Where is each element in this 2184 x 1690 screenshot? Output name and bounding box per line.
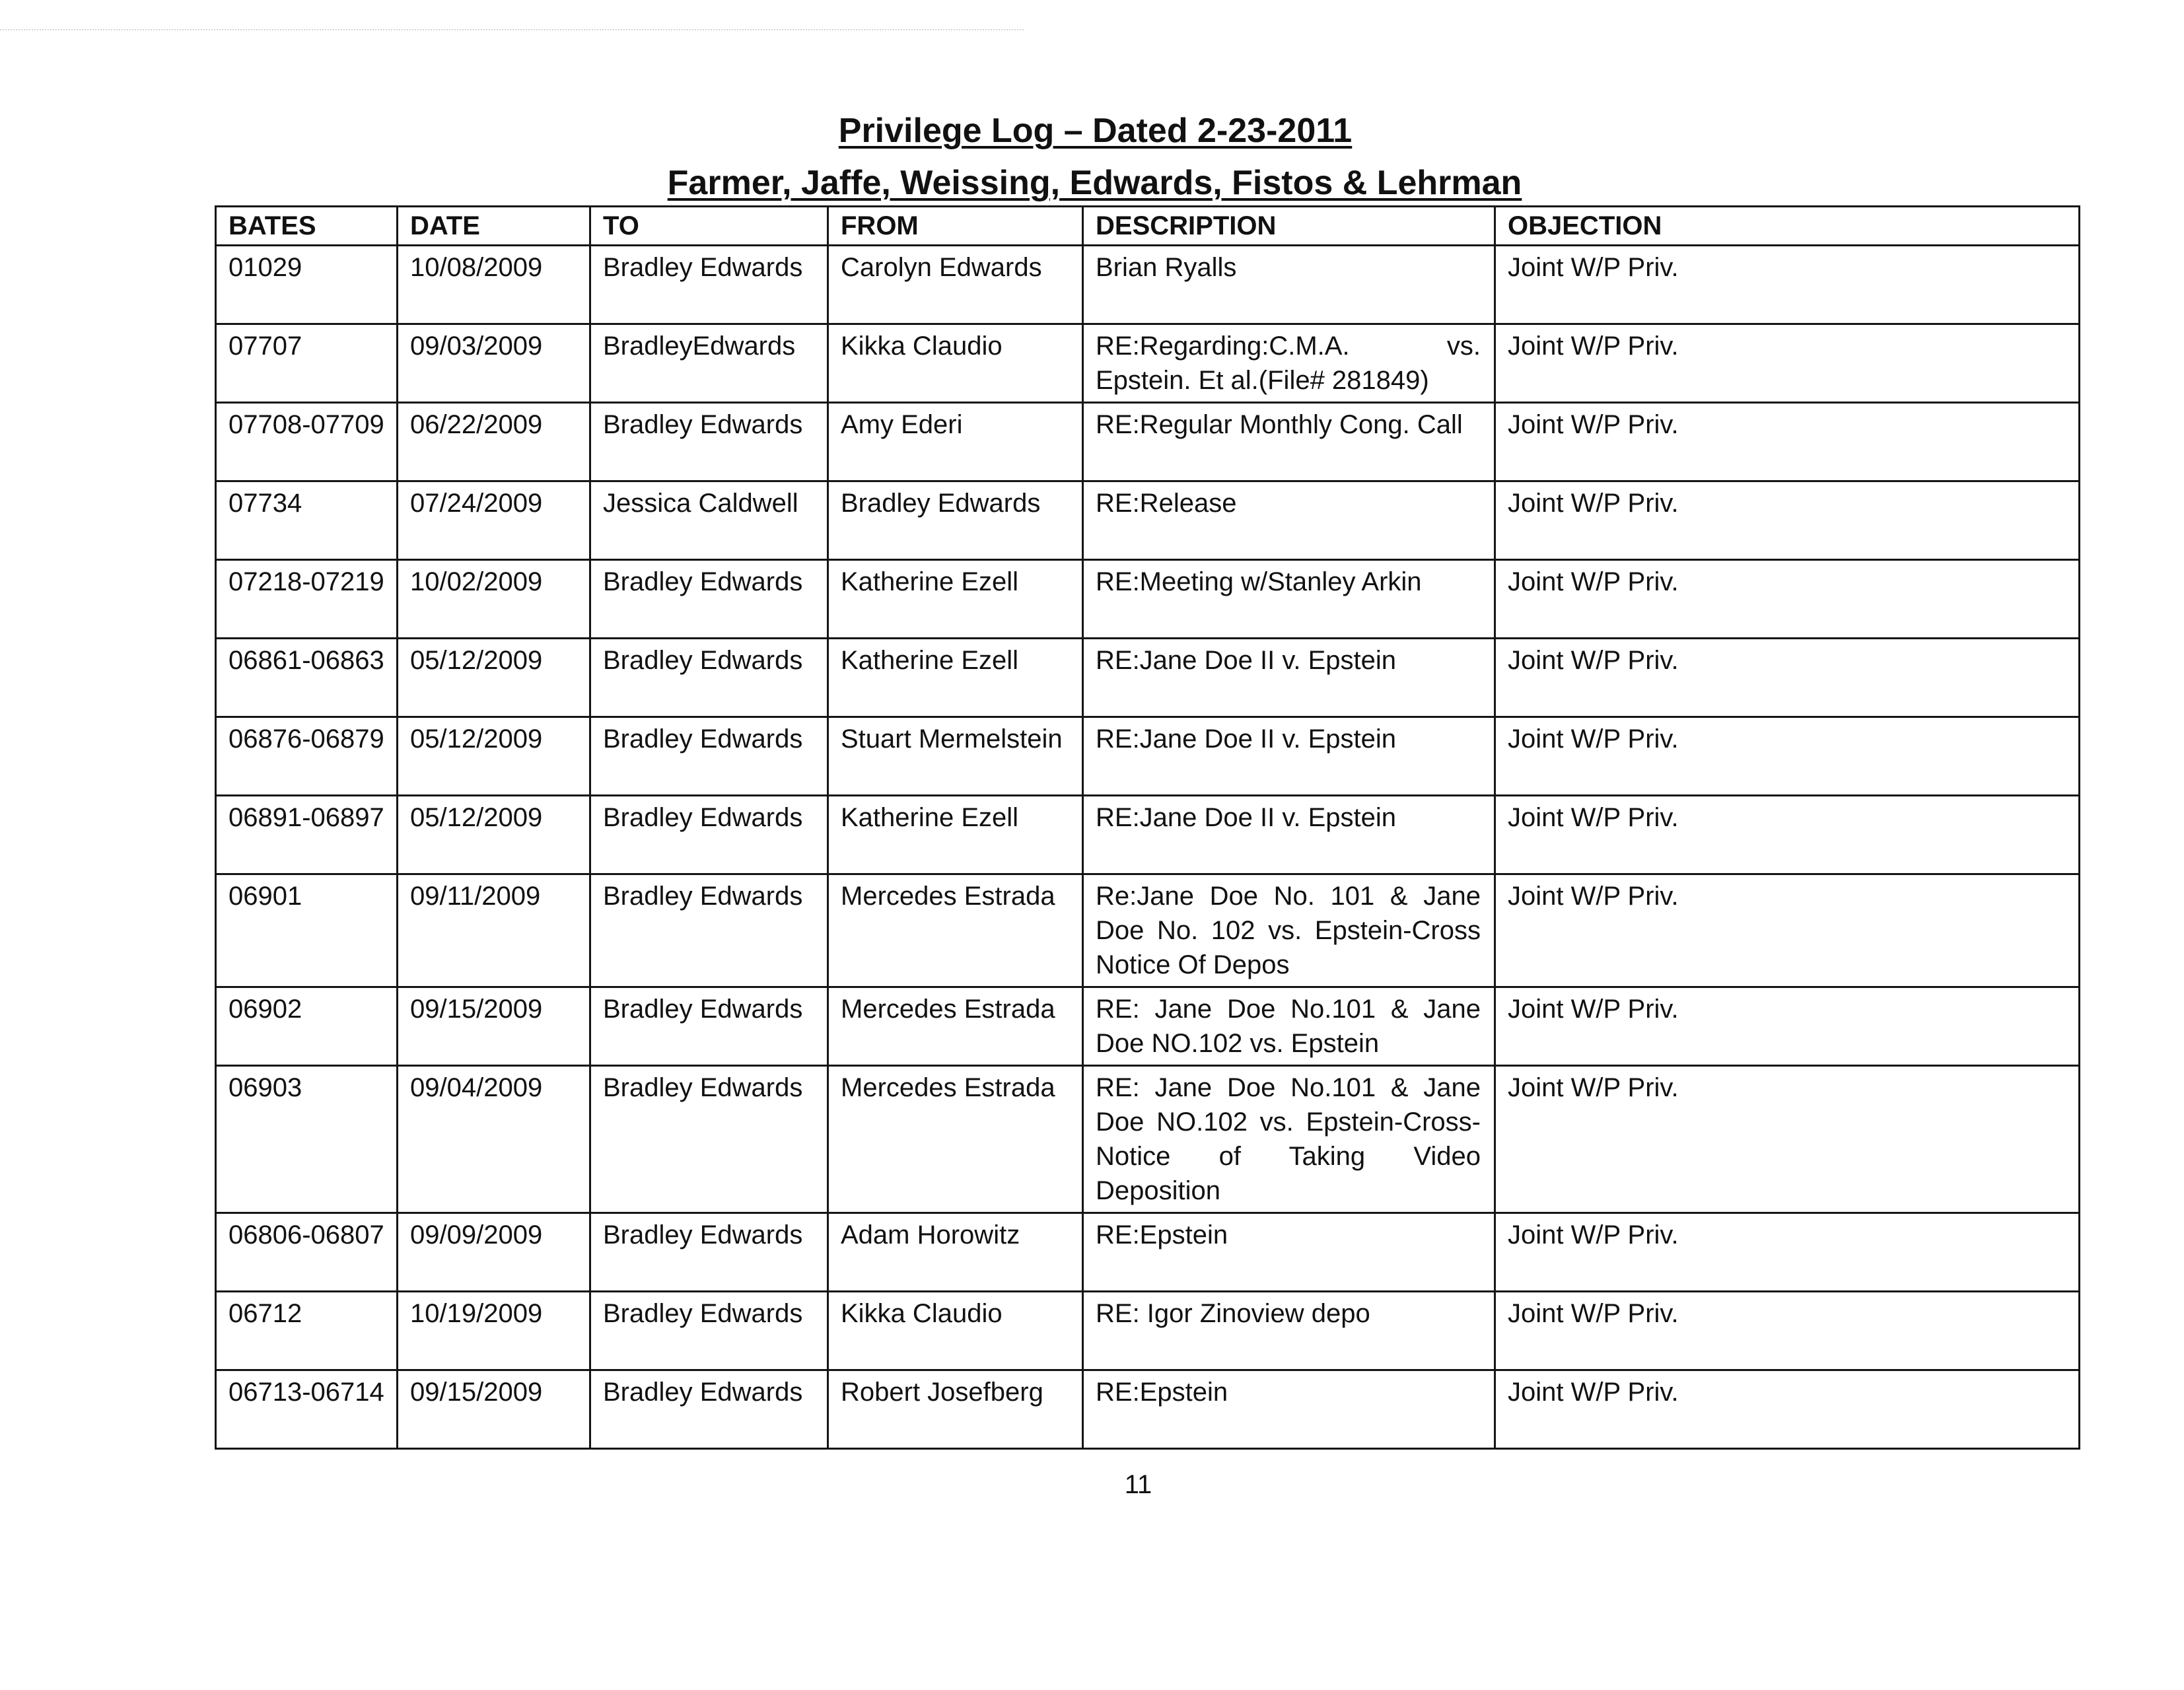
- cell-bates: 06712: [216, 1292, 398, 1370]
- cell-to: Bradley Edwards: [590, 987, 828, 1066]
- cell-description: RE:Epstein: [1083, 1370, 1495, 1449]
- cell-objection: Joint W/P Priv.: [1495, 796, 2080, 874]
- cell-to: Jessica Caldwell: [590, 481, 828, 560]
- cell-date: 09/09/2009: [398, 1213, 590, 1292]
- column-header-objection: OBJECTION: [1495, 207, 2080, 246]
- cell-to: Bradley Edwards: [590, 796, 828, 874]
- cell-date: 10/19/2009: [398, 1292, 590, 1370]
- cell-date: 09/11/2009: [398, 874, 590, 987]
- cell-description: Brian Ryalls: [1083, 246, 1495, 324]
- page-title: Privilege Log – Dated 2-23-2011: [838, 112, 1353, 150]
- table-row: [216, 987, 2080, 1066]
- cell-to: Bradley Edwards: [590, 560, 828, 639]
- cell-description: Re:Jane Doe No. 101 & Jane Doe No. 102 vs. Epstein-Cross Notice Of Depos: [1083, 874, 1495, 987]
- table-row: [216, 1292, 2080, 1370]
- cell-from: Katherine Ezell: [828, 639, 1083, 717]
- cell-from: Amy Ederi: [828, 403, 1083, 481]
- cell-to: Bradley Edwards: [590, 1066, 828, 1213]
- cell-to: Bradley Edwards: [590, 246, 828, 324]
- cell-date: 09/15/2009: [398, 1370, 590, 1449]
- cell-description: RE:Jane Doe II v. Epstein: [1083, 796, 1495, 874]
- cell-description: RE: Jane Doe No.101 & Jane Doe NO.102 vs. Epstein-Cross-Notice of Taking Video Deposition: [1083, 1066, 1495, 1213]
- cell-from: Mercedes Estrada: [828, 987, 1083, 1066]
- cell-date: 07/24/2009: [398, 481, 590, 560]
- cell-from: Adam Horowitz: [828, 1213, 1083, 1292]
- table-row: [216, 1370, 2080, 1449]
- column-header-date: DATE: [398, 207, 590, 246]
- cell-bates: 06903: [216, 1066, 398, 1213]
- cell-date: 09/15/2009: [398, 987, 590, 1066]
- column-header-to: TO: [590, 207, 828, 246]
- cell-bates: 06891-06897: [216, 796, 398, 874]
- cell-bates: 06901: [216, 874, 398, 987]
- cell-description: RE:Regarding:C.M.A. vs. Epstein. Et al.(File# 281849): [1083, 324, 1495, 403]
- table-row: [216, 1213, 2080, 1292]
- column-header-description: DESCRIPTION: [1083, 207, 1495, 246]
- cell-to: Bradley Edwards: [590, 1292, 828, 1370]
- cell-from: Robert Josefberg: [828, 1370, 1083, 1449]
- column-header-from: FROM: [828, 207, 1083, 246]
- table-row: [216, 1066, 2080, 1213]
- cell-objection: Joint W/P Priv.: [1495, 639, 2080, 717]
- cell-objection: Joint W/P Priv.: [1495, 560, 2080, 639]
- cell-to: Bradley Edwards: [590, 717, 828, 796]
- cell-from: Mercedes Estrada: [828, 874, 1083, 987]
- cell-date: 09/03/2009: [398, 324, 590, 403]
- cell-bates: 07734: [216, 481, 398, 560]
- cell-bates: 06861-06863: [216, 639, 398, 717]
- cell-objection: Joint W/P Priv.: [1495, 481, 2080, 560]
- cell-objection: Joint W/P Priv.: [1495, 987, 2080, 1066]
- cell-to: BradleyEdwards: [590, 324, 828, 403]
- cell-objection: Joint W/P Priv.: [1495, 403, 2080, 481]
- cell-bates: 06713-06714: [216, 1370, 398, 1449]
- cell-to: Bradley Edwards: [590, 639, 828, 717]
- cell-date: 10/08/2009: [398, 246, 590, 324]
- cell-from: Mercedes Estrada: [828, 1066, 1083, 1213]
- cell-from: Kikka Claudio: [828, 324, 1083, 403]
- table-header-row: [216, 207, 2080, 246]
- privilege-log-table: [215, 205, 2080, 1450]
- cell-objection: Joint W/P Priv.: [1495, 1066, 2080, 1213]
- cell-description: RE:Epstein: [1083, 1213, 1495, 1292]
- cell-date: 05/12/2009: [398, 796, 590, 874]
- cell-date: 09/04/2009: [398, 1066, 590, 1213]
- cell-description: RE:Release: [1083, 481, 1495, 560]
- scan-artifact: [0, 29, 1024, 50]
- cell-bates: 07708-07709: [216, 403, 398, 481]
- cell-date: 05/12/2009: [398, 717, 590, 796]
- cell-objection: Joint W/P Priv.: [1495, 874, 2080, 987]
- cell-date: 10/02/2009: [398, 560, 590, 639]
- cell-from: Bradley Edwards: [828, 481, 1083, 560]
- cell-to: Bradley Edwards: [590, 874, 828, 987]
- cell-objection: Joint W/P Priv.: [1495, 717, 2080, 796]
- column-header-bates: BATES: [216, 207, 398, 246]
- cell-objection: Joint W/P Priv.: [1495, 1370, 2080, 1449]
- cell-to: Bradley Edwards: [590, 1213, 828, 1292]
- page-number: 11: [1124, 1470, 1152, 1499]
- cell-bates: 06902: [216, 987, 398, 1066]
- cell-to: Bradley Edwards: [590, 1370, 828, 1449]
- cell-from: Katherine Ezell: [828, 560, 1083, 639]
- cell-description: RE: Jane Doe No.101 & Jane Doe NO.102 vs. Epstein: [1083, 987, 1495, 1066]
- table-row: [216, 324, 2080, 403]
- cell-from: Carolyn Edwards: [828, 246, 1083, 324]
- cell-objection: Joint W/P Priv.: [1495, 324, 2080, 403]
- cell-bates: 06806-06807: [216, 1213, 398, 1292]
- cell-bates: 07218-07219: [216, 560, 398, 639]
- cell-from: Kikka Claudio: [828, 1292, 1083, 1370]
- cell-description: RE:Regular Monthly Cong. Call: [1083, 403, 1495, 481]
- cell-to: Bradley Edwards: [590, 403, 828, 481]
- cell-bates: 01029: [216, 246, 398, 324]
- cell-objection: Joint W/P Priv.: [1495, 246, 2080, 324]
- cell-objection: Joint W/P Priv.: [1495, 1292, 2080, 1370]
- table-row: [216, 403, 2080, 481]
- cell-from: Katherine Ezell: [828, 796, 1083, 874]
- cell-description: RE: Igor Zinoview depo: [1083, 1292, 1495, 1370]
- cell-description: RE:Jane Doe II v. Epstein: [1083, 717, 1495, 796]
- cell-date: 05/12/2009: [398, 639, 590, 717]
- cell-bates: 07707: [216, 324, 398, 403]
- page-header: [0, 109, 2184, 213]
- table-row: [216, 481, 2080, 560]
- table-row: [216, 639, 2080, 717]
- cell-bates: 06876-06879: [216, 717, 398, 796]
- page-subtitle: Farmer, Jaffe, Weissing, Edwards, Fistos & Lehrman: [667, 164, 1522, 202]
- cell-description: RE:Meeting w/Stanley Arkin: [1083, 560, 1495, 639]
- table-row: [216, 560, 2080, 639]
- table-row: [216, 246, 2080, 324]
- cell-objection: Joint W/P Priv.: [1495, 1213, 2080, 1292]
- cell-date: 06/22/2009: [398, 403, 590, 481]
- table-row: [216, 796, 2080, 874]
- table-row: [216, 874, 2080, 987]
- cell-from: Stuart Mermelstein: [828, 717, 1083, 796]
- table-row: [216, 717, 2080, 796]
- cell-description: RE:Jane Doe II v. Epstein: [1083, 639, 1495, 717]
